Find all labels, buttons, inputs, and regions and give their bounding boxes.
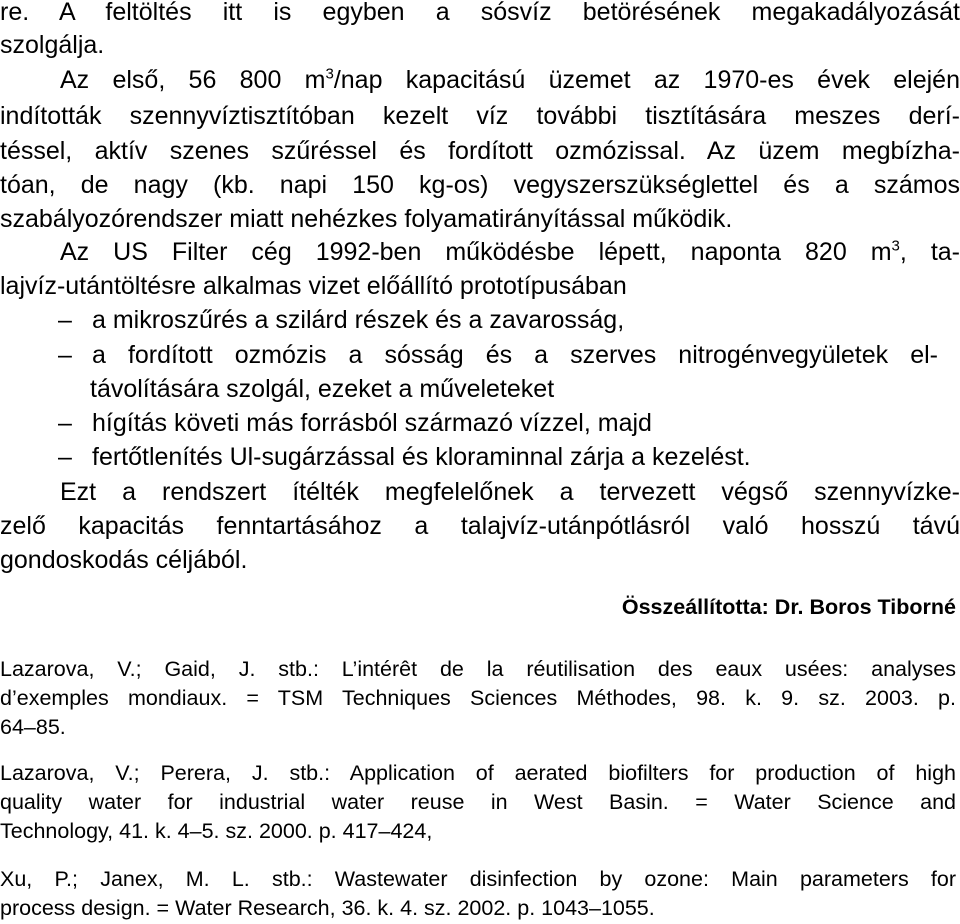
reference-line: Technology, 41. k. 4–5. sz. 2000. p. 417–424, — [0, 819, 433, 843]
dash-marker: – — [58, 409, 72, 437]
reference-line: Lazarova, V.; Perera, J. stb.: Application of aerated biofilters for production of high — [0, 761, 956, 785]
text-span: Az US Filter cég 1992-ben működésbe lépett, naponta 820 m — [60, 238, 892, 266]
bullet-item — [58, 442, 938, 472]
paragraph-line: tóan, de nagy (kb. napi 150 kg-os) vegyszerszükséglettel és a számos — [0, 171, 960, 199]
bullet-text: hígítás követi más forrásból származó vízzel, majd — [92, 409, 652, 437]
superscript: 3 — [325, 65, 334, 83]
dash-marker: – — [58, 306, 72, 334]
reference-line: Lazarova, V.; Gaid, J. stb.: L’intérêt de la réutilisation des eaux usées: analyses — [0, 657, 956, 681]
reference-line: process design. = Water Research, 36. k. 4. sz. 2002. p. 1043–1055. — [0, 896, 655, 920]
paragraph-line: zelő kapacitás fenntartásához a talajvíz-utánpótlásról való hosszú távú — [0, 512, 960, 540]
bullet-text: a mikroszűrés a szilárd részek és a zavarosság, — [92, 306, 625, 334]
bullet-text: fertőtlenítés Ul-sugárzással és kloraminnal zárja a kezelést. — [92, 443, 751, 471]
paragraph-line: téssel, aktív szenes szűréssel és fordított ozmózissal. Az üzem megbízha- — [0, 137, 960, 165]
bullet-text: a fordított ozmózis a sósság és a szerves nitrogénvegyületek el- — [92, 341, 938, 369]
bullet-item — [58, 340, 938, 370]
paragraph-line: szabályozórendszer miatt nehézkes folyamatirányítással működik. — [0, 205, 733, 233]
paragraph-line: szolgálja. — [0, 31, 105, 59]
dash-marker: – — [58, 341, 72, 369]
paragraph-line: lajvíz-utántöltésre alkalmas vizet előállító prototípusában — [0, 272, 627, 300]
paragraph-line — [0, 237, 960, 267]
paragraph-line: Ezt a rendszert ítélték megfelelőnek a tervezett végső szennyvízke- — [60, 478, 960, 506]
paragraph-line: re. A feltöltés itt is egyben a sósvíz betörésének megakadályozását — [0, 0, 960, 26]
reference-line: d’exemples mondiaux. = TSM Techniques Sciences Méthodes, 98. k. 9. sz. 2003. p. — [0, 686, 956, 710]
text-span: , ta- — [899, 238, 960, 266]
text-span: Az első, 56 800 m — [60, 66, 326, 94]
author-credit: Összeállította: Dr. Boros Tiborné — [621, 595, 956, 619]
bullet-item — [58, 408, 938, 438]
paragraph-line: indították szennyvíztisztítóban kezelt víz további tisztítására meszes derí- — [0, 102, 960, 130]
reference-line: Xu, P.; Janex, M. L. stb.: Wastewater disinfection by ozone: Main parameters for — [0, 867, 956, 891]
dash-marker: – — [58, 443, 72, 471]
bullet-item — [58, 305, 938, 335]
text-span: /nap kapacitású üzemet az 1970-es évek elején — [333, 66, 960, 94]
reference-line: quality water for industrial water reuse in West Basin. = Water Science and — [0, 790, 956, 814]
superscript: 3 — [891, 237, 900, 255]
paragraph-line: gondoskodás céljából. — [0, 546, 248, 574]
reference-line: 64–85. — [0, 715, 66, 739]
paragraph-line — [0, 65, 960, 95]
bullet-continuation: távolítására szolgál, ezeket a műveleteket — [90, 375, 555, 403]
